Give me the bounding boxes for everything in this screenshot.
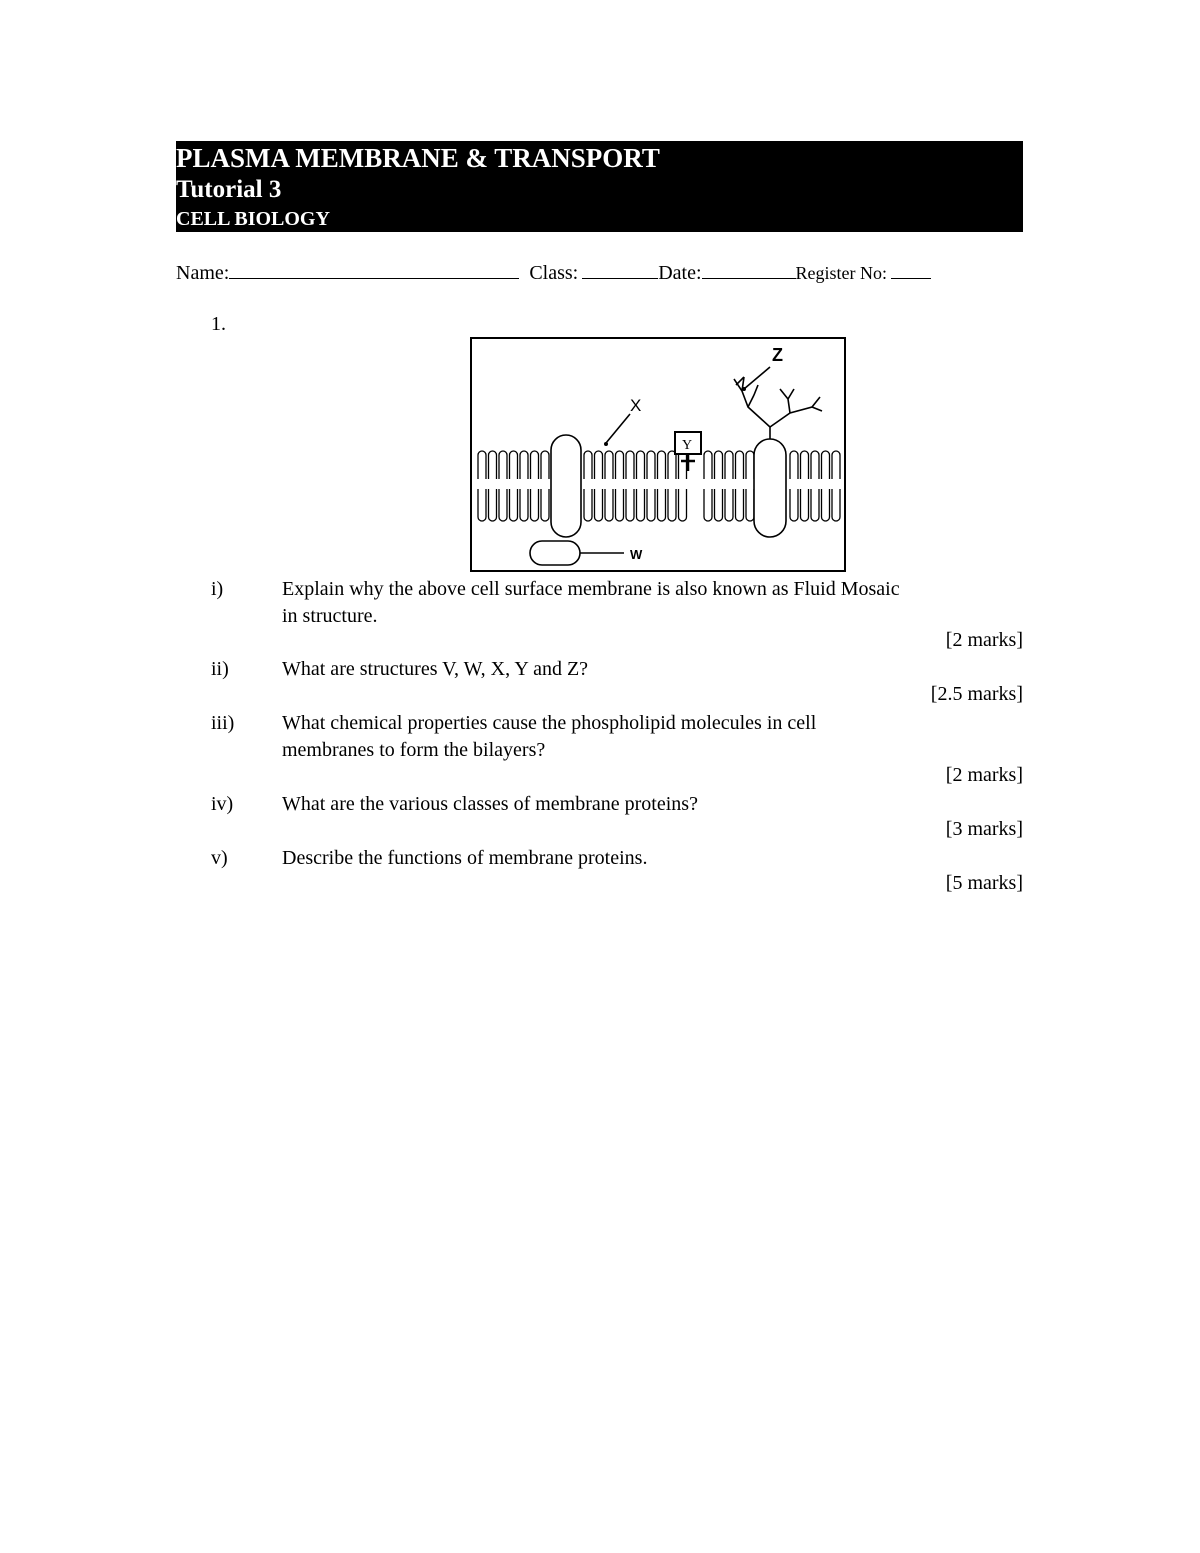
phospholipid-bottom — [489, 489, 497, 521]
phospholipid-top — [668, 451, 676, 479]
marks-allocation: [5 marks] — [945, 872, 1023, 894]
phospholipid-top — [478, 451, 486, 479]
phospholipid-bottom — [616, 489, 624, 521]
phospholipid-top — [605, 451, 613, 479]
question-part-text — [282, 845, 1022, 872]
question-part-label: ii) — [211, 658, 229, 680]
question-part-label: iii) — [211, 712, 235, 734]
phospholipid-bottom — [811, 489, 819, 521]
membrane-svg — [472, 339, 844, 570]
phospholipid-bottom — [801, 489, 809, 521]
phospholipid-bottom — [715, 489, 723, 521]
phospholipid-top — [541, 451, 549, 479]
question-part-text — [282, 791, 1022, 818]
phospholipid-top — [499, 451, 507, 479]
question-part-text — [282, 576, 1022, 630]
phospholipid-bottom — [679, 489, 687, 521]
question-text-line: Explain why the above cell surface membrane is also known as Fluid Mosaic — [282, 578, 900, 600]
student-info-row — [176, 258, 931, 285]
label-z: Z — [772, 345, 783, 365]
question-text-line: in structure. — [282, 605, 378, 627]
phospholipid-top — [801, 451, 809, 479]
phospholipid-bottom — [746, 489, 754, 521]
phospholipid-bottom — [647, 489, 655, 521]
membrane-diagram — [470, 337, 846, 572]
marks-allocation: [3 marks] — [945, 818, 1023, 840]
phospholipid-top — [746, 451, 754, 479]
phospholipid-top — [626, 451, 634, 479]
question-text-line: What are the various classes of membrane proteins? — [282, 793, 698, 815]
phospholipid-bottom — [790, 489, 798, 521]
phospholipid-top — [637, 451, 645, 479]
marks-allocation: [2 marks] — [945, 629, 1023, 651]
marks-allocation: [2 marks] — [945, 764, 1023, 786]
phospholipid-bottom — [584, 489, 592, 521]
phospholipid-bottom — [704, 489, 712, 521]
name-label: Name: — [176, 262, 230, 284]
question-part-label: v) — [211, 847, 228, 869]
phospholipid-bottom — [520, 489, 528, 521]
question-text-line: What are structures V, W, X, Y and Z? — [282, 658, 589, 680]
phospholipid-bottom — [668, 489, 676, 521]
title-banner — [176, 141, 1023, 232]
class-blank[interactable] — [582, 258, 658, 279]
date-label: Date: — [658, 262, 702, 284]
phospholipid-bottom — [626, 489, 634, 521]
phospholipid-top — [510, 451, 518, 479]
register-blank[interactable] — [891, 258, 931, 279]
phospholipid-bottom — [725, 489, 733, 521]
phospholipid-top — [595, 451, 603, 479]
phospholipid-bottom — [832, 489, 840, 521]
class-label: Class: — [529, 262, 579, 284]
phospholipid-bottom — [736, 489, 744, 521]
phospholipid-top — [489, 451, 497, 479]
phospholipid-top — [584, 451, 592, 479]
date-blank[interactable] — [702, 258, 796, 279]
question-text-line: What chemical properties cause the phospholipid molecules in cell — [282, 712, 817, 734]
phospholipid-top — [658, 451, 666, 479]
question-part-label: i) — [211, 578, 224, 600]
phospholipid-top — [811, 451, 819, 479]
phospholipid-bottom — [822, 489, 830, 521]
question-number: 1. — [211, 313, 226, 335]
integral-protein-right — [754, 439, 786, 537]
marks-allocation: [2.5 marks] — [930, 683, 1023, 705]
page-title: PLASMA MEMBRANE & TRANSPORT — [176, 143, 660, 173]
question-text-line: membranes to form the bilayers? — [282, 739, 546, 761]
phospholipid-top — [704, 451, 712, 479]
register-label: Register No: — [795, 263, 888, 283]
name-blank[interactable] — [229, 258, 519, 279]
phospholipid-bottom — [478, 489, 486, 521]
peripheral-protein-w — [530, 541, 580, 565]
phospholipid-top — [679, 451, 687, 479]
phospholipid-top — [832, 451, 840, 479]
phospholipid-top — [736, 451, 744, 479]
phospholipid-bottom — [637, 489, 645, 521]
label-x: X — [630, 396, 642, 415]
phospholipid-bottom — [595, 489, 603, 521]
phospholipid-bottom — [499, 489, 507, 521]
phospholipid-top — [790, 451, 798, 479]
integral-protein-left — [551, 435, 581, 537]
tutorial-number: Tutorial 3 — [176, 176, 282, 203]
phospholipid-bottom — [605, 489, 613, 521]
phospholipid-bottom — [531, 489, 539, 521]
phospholipid-top — [822, 451, 830, 479]
label-w: W — [630, 547, 643, 562]
question-part-text — [282, 656, 1022, 683]
question-part-text — [282, 710, 1022, 764]
phospholipid-bottom — [658, 489, 666, 521]
phospholipid-top — [647, 451, 655, 479]
phospholipid-top — [520, 451, 528, 479]
course-name: CELL BIOLOGY — [176, 208, 330, 230]
phospholipid-top — [616, 451, 624, 479]
question-part-label: iv) — [211, 793, 234, 815]
question-text-line: Describe the functions of membrane proteins. — [282, 847, 648, 869]
phospholipid-top — [715, 451, 723, 479]
phospholipid-top — [725, 451, 733, 479]
phospholipid-bottom — [541, 489, 549, 521]
phospholipid-bottom — [510, 489, 518, 521]
phospholipid-top — [531, 451, 539, 479]
label-y: Y — [682, 438, 693, 453]
